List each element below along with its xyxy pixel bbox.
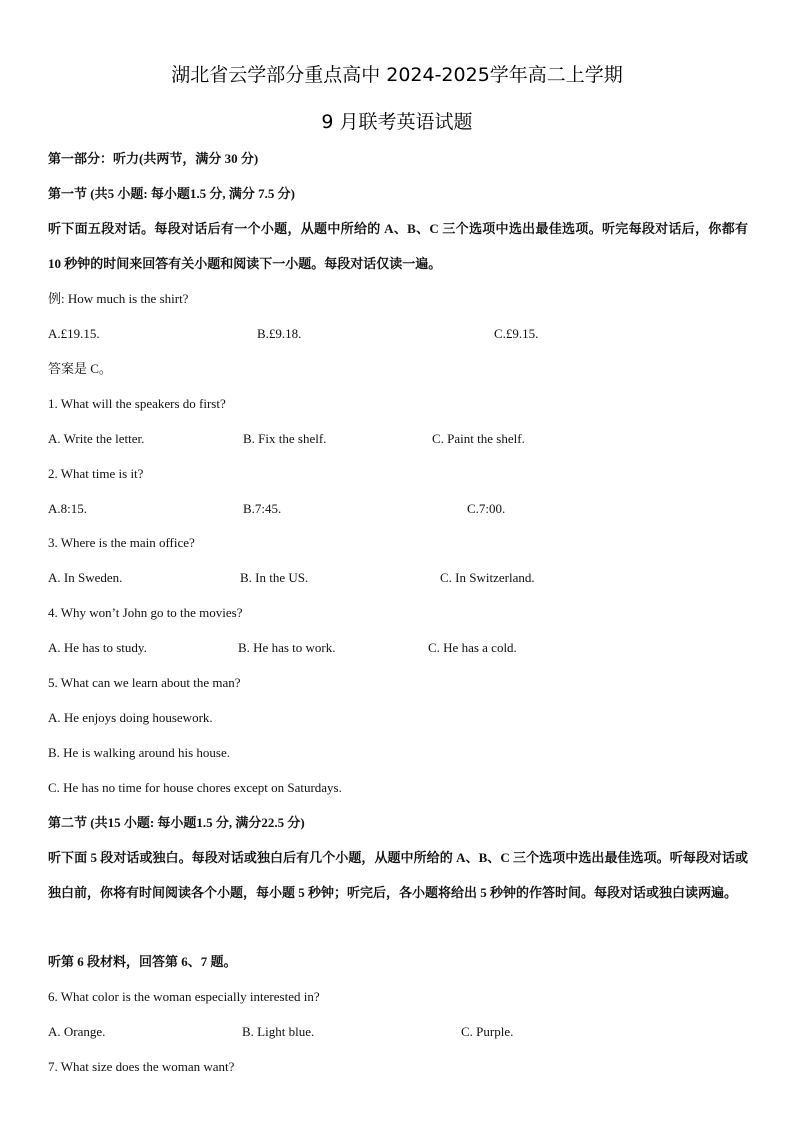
question-3: 3. Where is the main office? [48,535,195,550]
material-6-heading: 听第 6 段材料，回答第 6、7 题。 [48,954,237,969]
question-4: 4. Why won’t John go to the movies? [48,605,243,620]
q5-option-c: C. He has no time for house chores except on Saturdays. [48,780,342,795]
q3-option-c: C. In Switzerland. [440,570,535,585]
q5-option-a: A. He enjoys doing housework. [48,710,213,725]
q2-option-c: C.7:00. [467,501,506,516]
q2-option-b: B.7:45. [243,501,282,516]
q4-option-b: B. He has to work. [238,640,336,655]
part1-heading: 第一部分：听力(共两节，满分 30 分) [48,151,259,166]
section2-instructions: 听下面 5 段对话或独白。每段对话或独白后有几个小题，从题中所给的 A、B、C 三个选项中选出最佳选项。听每段对话或独白前，你将有时间阅读各个小题，每小题 5 秒钟；听完后，各小题将给出 5 秒钟的作答时间。每段对话或独白读两遍。 [48,850,748,900]
q1-option-c: C. Paint the shelf. [432,431,525,446]
section1-heading: 第一节 (共5 小题: 每小题1.5 分, 满分 7.5 分) [48,186,295,201]
q1-option-a: A. Write the letter. [48,431,145,446]
q4-option-a: A. He has to study. [48,640,147,655]
question-6: 6. What color is the woman especially interested in? [48,989,320,1004]
section2-heading: 第二节 (共15 小题: 每小题1.5 分, 满分22.5 分) [48,815,305,830]
question-1: 1. What will the speakers do first? [48,396,226,411]
q6-option-a: A. Orange. [48,1024,106,1039]
q5-option-b: B. He is walking around his house. [48,745,230,760]
section1-instructions: 听下面五段对话。每段对话后有一个小题，从题中所给的 A、B、C 三个选项中选出最佳选项。听完每段对话后，你都有 10 秒钟的时间来回答有关小题和阅读下一小题。每段对话仅读一遍。 [48,221,748,271]
q6-option-c: C. Purple. [461,1024,514,1039]
question-7: 7. What size does the woman want? [48,1059,235,1074]
question-2: 2. What time is it? [48,466,144,481]
q4-option-c: C. He has a cold. [428,640,517,655]
example-option-c: C.£9.15. [494,326,539,341]
q3-option-b: B. In the US. [240,570,309,585]
example-question: 例: How much is the shirt? [48,291,189,306]
q1-option-b: B. Fix the shelf. [243,431,327,446]
q6-option-b: B. Light blue. [242,1024,315,1039]
example-option-a: A.£19.15. [48,326,100,341]
example-option-b: B.£9.18. [257,326,302,341]
q2-option-a: A.8:15. [48,501,87,516]
q3-option-a: A. In Sweden. [48,570,123,585]
exam-title: 湖北省云学部分重点高中 2024-2025学年高二上学期 [171,64,623,86]
question-5: 5. What can we learn about the man? [48,675,241,690]
exam-subtitle: 9 月联考英语试题 [321,111,473,133]
example-answer: 答案是 C。 [48,361,112,376]
